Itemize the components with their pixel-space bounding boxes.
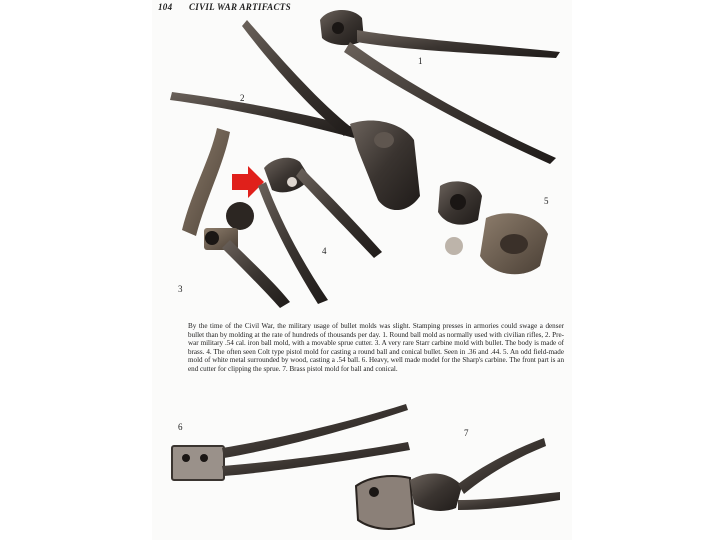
- figure-label-2: 2: [240, 93, 245, 103]
- mold-5: [438, 181, 548, 274]
- figure-label-7: 7: [464, 428, 469, 438]
- figure-label-3: 3: [178, 284, 183, 294]
- mold-4: [258, 158, 382, 304]
- figure-caption: By the time of the Civil War, the military usage of bullet molds was slight. Stamping presses in armories could swage a denser bullet than by molding at the rate of hundreds of thousands per day. 1. Round ball mold as normally used with civilian rifles, 2. Pre-war military .54 cal. iron ball mold, with a movable sprue cutter. 3. A very rare Starr carbine mold with bullet. The body is made of brass. 4. The often seen Colt type pistol mold for casting a round ball and conical bullet. Seen in .36 and .44. 5. An odd field-made mold of white metal surrounded by wood, casting a .54 ball. 6. Heavy, well made model for the Sharp's carbine. The front part is an end cutter for clipping the sprue. 7. Brass pistol mold for ball and conical.: [188, 322, 564, 373]
- figure-label-5: 5: [544, 196, 549, 206]
- red-arrow: [232, 166, 264, 198]
- mold-6: [172, 404, 410, 480]
- figure-label-4: 4: [322, 246, 327, 256]
- running-title: CIVIL WAR ARTIFACTS: [188, 2, 291, 12]
- page-number: 104: [158, 2, 173, 12]
- figure-label-1: 1: [418, 56, 423, 66]
- book-page: [152, 0, 572, 540]
- artifact-photo-bottom: [152, 396, 572, 540]
- figure-label-6: 6: [178, 422, 183, 432]
- artifact-photo-top: [152, 0, 572, 320]
